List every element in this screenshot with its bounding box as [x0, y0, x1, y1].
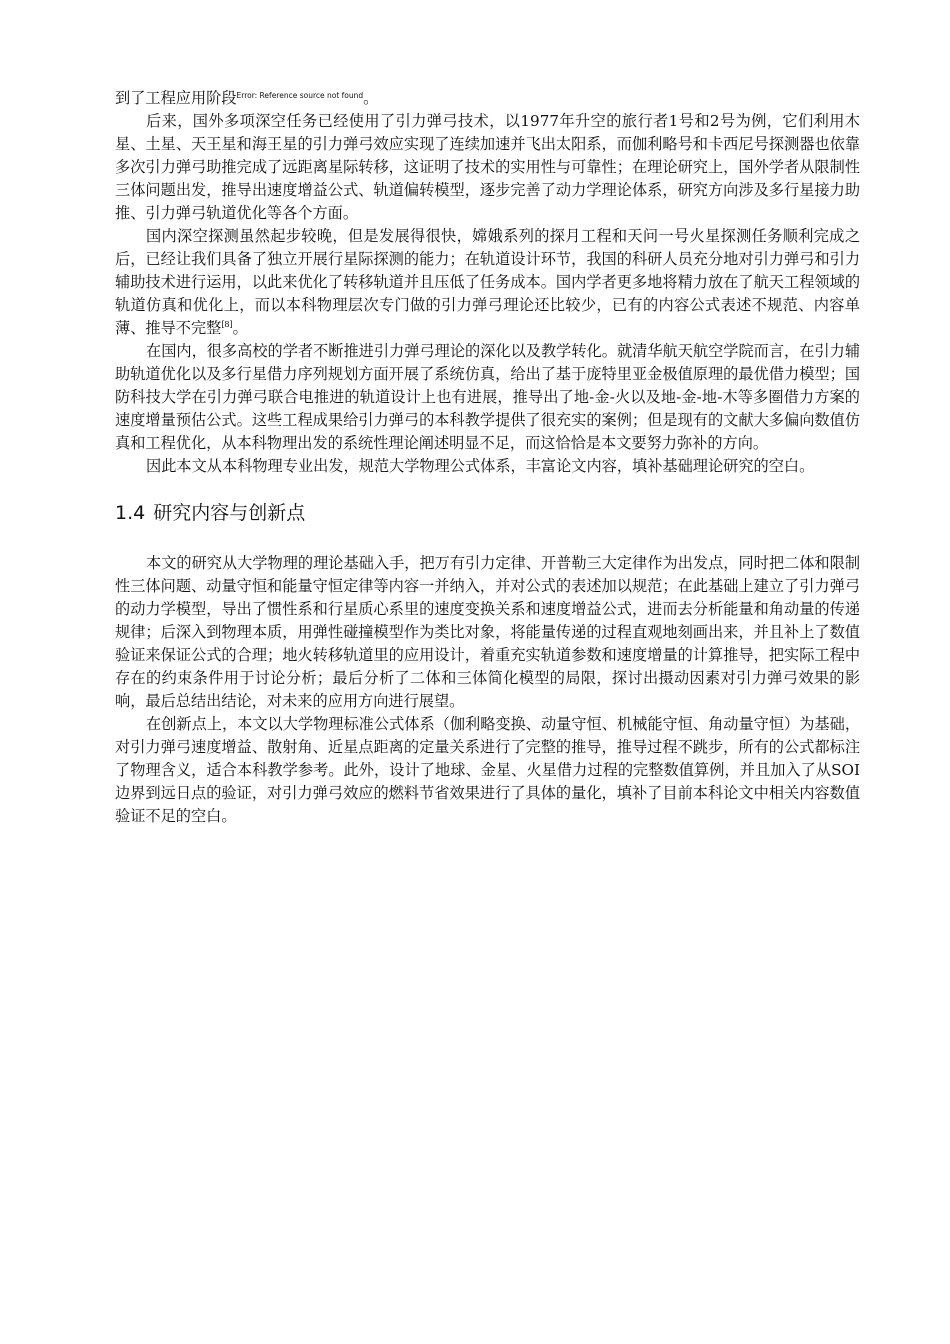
paragraph-innovation: 在创新点上，本文以大学物理标准公式体系（伽利略变换、动量守恒、机械能守恒、角动量守恒）为基础，对引力弹弓速度增益、散射角、近星点距离的定量关系进行了完整的推导，推导过程不跳步，所有的公式都标注了物理含义，适合本科教学参考。此外，设计了地球、金星、火星借力过程的完整数值算例，并且加入了从SOI边界到远日点的验证，对引力弹弓效应的燃料节省效果进行了具体的量化，填补了目前本科论文中相关内容数值验证不足的空白。 — [115, 715, 860, 825]
paragraph-research-content: 本文的研究从大学物理的理论基础入手，把万有引力定律、开普勒三大定律作为出发点，同时把二体和限制性三体问题、动量守恒和能量守恒定律等内容一并纳入，并对公式的表述加以规范；在此基础上建立了引力弹弓的动力学模型，导出了惯性系和行星质心系里的速度变换关系和速度增益公式，进而去分析能量和角动量的传递规律；后深入到物理本质，用弹性碰撞模型作为类比对象，将能量传递的过程直观地刻画出来，并且补上了数值验证来保证公式的合理；地火转移轨道里的应用设计，着重充实轨道参数和速度增量的计算推导，把实际工程中存在的约束条件用于讨论分析；最后分析了二体和三体简化模型的局限，探讨出摄动因素对引力弹弓效果的影响，最后总结出结论，对未来的应用方向进行展望。 — [115, 554, 860, 710]
section-number: 1.4 — [115, 502, 146, 524]
paragraph-text: 到了工程应用阶段 — [115, 89, 237, 107]
paragraph-end: 。 — [363, 89, 379, 107]
section-heading — [115, 498, 860, 528]
paragraph-end: 。 — [232, 319, 248, 337]
paragraph-continuation — [115, 84, 860, 110]
paragraph-domestic-research — [115, 225, 860, 340]
body-text — [115, 84, 860, 828]
section-title: 研究内容与创新点 — [153, 502, 306, 524]
paragraph-foreign-research: 后来，国外多项深空任务已经使用了引力弹弓技术，以1977年升空的旅行者1号和2号为例，它们利用木星、土星、天王星和海王星的引力弹弓效应实现了连续加速并飞出太阳系，而伽利略号和卡西尼号探测器也依靠多次引力弹弓助推完成了远距离星际转移，这证明了技术的实用性与可靠性；在理论研究上，国外学者从限制性三体问题出发，推导出速度增益公式、轨道偏转模型，逐步完善了动力学理论体系，研究方向涉及多行星接力助推、引力弹弓轨道优化等各个方面。 — [115, 112, 860, 222]
paragraph-conclusion: 因此本文从本科物理专业出发，规范大学物理公式体系，丰富论文内容，填补基础理论研究的空白。 — [146, 457, 815, 475]
paragraph-university-research: 在国内，很多高校的学者不断推进引力弹弓理论的深化以及教学转化。就清华航天航空学院而言，在引力辅助轨道优化以及多行星借力序列规划方面开展了系统仿真，给出了基于庞特里亚金极值原理的最优借力模型；国防科技大学在引力弹弓联合电推进的轨道设计上也有进展，推导出了地-金-火以及地-金-地-木等多圈借力方案的速度增量预估公式。这些工程成果给引力弹弓的本科教学提供了很充实的案例；但是现有的文献大多偏向数值仿真和工程优化，从本科物理出发的系统性理论阐述明显不足，而这恰恰是本文要努力弥补的方向。 — [115, 342, 860, 452]
reference-error: Error: Reference source not found — [236, 91, 364, 100]
citation[interactable]: [8] — [221, 320, 233, 329]
paragraph-text: 国内深空探测虽然起步较晚，但是发展得很快，嫦娥系列的探月工程和天问一号火星探测任务顺利完成之后，已经让我们具备了独立开展行星际探测的能力；在轨道设计环节，我国的科研人员充分地对引力弹弓和引力辅助技术进行运用，以此来优化了转移轨道并且压低了任务成本。国内学者更多地将精力放在了航天工程领域的轨道仿真和优化上，而以本科物理层次专门做的引力弹弓理论还比较少，已有的内容公式表述不规范、内容单薄、推导不完整 — [115, 227, 860, 337]
